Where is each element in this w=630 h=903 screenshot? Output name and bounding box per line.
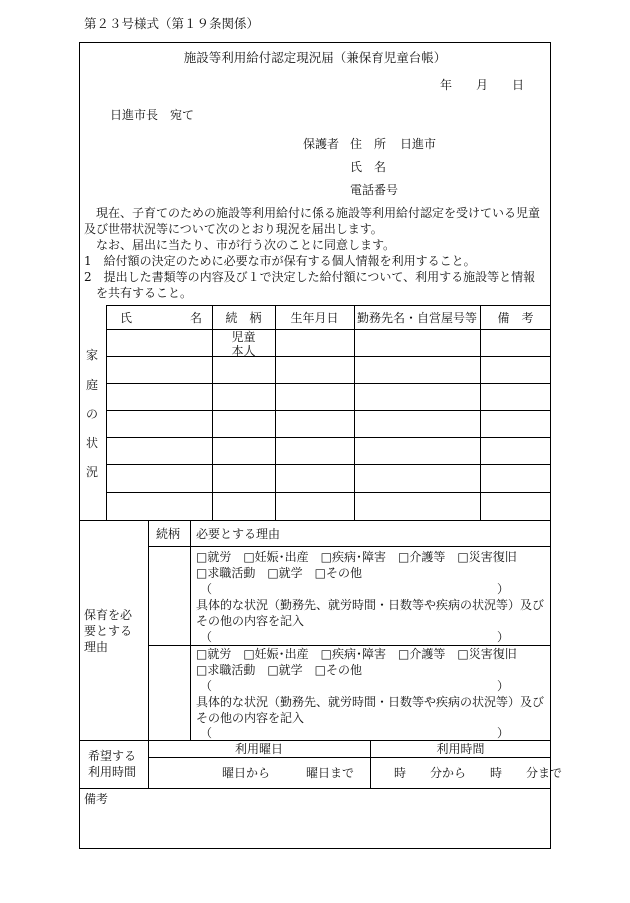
usage-time-header: 利用時間 bbox=[436, 742, 485, 756]
date-day[interactable]: 日 bbox=[512, 78, 525, 92]
address-value[interactable]: 日進市 bbox=[400, 137, 437, 151]
family-top-line bbox=[106, 305, 551, 306]
header-work: 勤務先名・自営屋号等 bbox=[356, 311, 477, 325]
family-side-char: の bbox=[86, 407, 99, 421]
reason-options-line2[interactable]: □求職活動 □就学 □その他 bbox=[196, 566, 363, 580]
family-side-char: 況 bbox=[86, 465, 99, 479]
family-side-char: 状 bbox=[86, 436, 99, 450]
header-birth: 生年月日 bbox=[290, 311, 339, 325]
body-line-1: 現在、子育てのための施設等利用給付に係る施設等利用給付認定を受けている児童 bbox=[96, 206, 541, 220]
reason-options-line1[interactable]: □就労 □妊娠･出産 □疾病･障害 □介護等 □災害復旧 bbox=[196, 647, 517, 661]
paren-open: （ bbox=[200, 630, 213, 644]
reason-relation-line bbox=[190, 520, 191, 740]
form-title: 施設等利用給付認定現況届（兼保育児童台帳） bbox=[183, 50, 447, 65]
remarks-label: 備考 bbox=[84, 792, 109, 806]
usage-side-label: 希望する bbox=[88, 749, 137, 763]
body-line-4: 1 給付額の決定のために必要な市が保有する個人情報を利用すること。 bbox=[84, 254, 476, 268]
relation-child-2: 本人 bbox=[231, 344, 256, 358]
guardian-label: 保護者 bbox=[303, 137, 340, 151]
reason-header-relation: 続柄 bbox=[156, 527, 181, 541]
paren-open: （ bbox=[200, 582, 213, 596]
paren-open: （ bbox=[200, 679, 213, 693]
family-col-line bbox=[275, 305, 276, 520]
reason-bottom-line bbox=[79, 740, 551, 741]
paren-close: ） bbox=[497, 726, 510, 740]
usage-side-label: 利用時間 bbox=[88, 765, 137, 779]
reason-options-line1[interactable]: □就労 □妊娠･出産 □疾病･障害 □介護等 □災害復旧 bbox=[196, 550, 517, 564]
address-label: 住 所 bbox=[350, 137, 387, 151]
paren-close: ） bbox=[497, 630, 510, 644]
header-name-right: 名 bbox=[190, 311, 203, 325]
body-line-3: なお、届出に当たり、市が行う次のことに同意します。 bbox=[96, 238, 396, 252]
reason-mid-line bbox=[148, 645, 551, 646]
family-row-line bbox=[106, 410, 551, 411]
usage-time-value[interactable]: 時 分から 時 分まで bbox=[394, 766, 563, 780]
family-col-line bbox=[480, 305, 481, 520]
header-relation: 続 柄 bbox=[225, 311, 262, 325]
family-side-char: 家 bbox=[86, 348, 99, 362]
body-line-5: 2 提出した書類等の内容及び１で決定した給付額について、利用する施設等と情報 bbox=[84, 270, 536, 284]
reason-detail-line1: 具体的な状況（勤務先、就労時間・日数等や疾病の状況等）及び bbox=[196, 598, 545, 612]
reason-options-line2[interactable]: □求職活動 □就学 □その他 bbox=[196, 663, 363, 677]
family-row-line bbox=[106, 464, 551, 465]
family-side-line bbox=[106, 305, 107, 520]
paren-close: ） bbox=[497, 679, 510, 693]
reason-detail-line2: その他の内容を記入 bbox=[196, 711, 305, 725]
reason-side-label: 理由 bbox=[84, 640, 109, 654]
family-row-line bbox=[106, 329, 551, 330]
date-year[interactable]: 年 bbox=[440, 78, 453, 92]
body-line-6: を共有すること。 bbox=[96, 286, 193, 300]
usage-header-line bbox=[148, 757, 551, 758]
paren-open: （ bbox=[200, 726, 213, 740]
addressee: 日進市長 宛て bbox=[110, 108, 195, 122]
reason-header-text: 必要とする理由 bbox=[196, 527, 281, 541]
paren-close: ） bbox=[497, 582, 510, 596]
reason-detail-line1: 具体的な状況（勤務先、就労時間・日数等や疾病の状況等）及び bbox=[196, 695, 545, 709]
usage-days-to[interactable]: 曜日まで bbox=[306, 766, 355, 780]
family-bottom-line bbox=[79, 520, 551, 521]
usage-days-header: 利用曜日 bbox=[234, 742, 283, 756]
header-name-left: 氏 bbox=[120, 311, 133, 325]
form-number: 第２３号様式（第１９条関係） bbox=[84, 16, 260, 31]
reason-side-line bbox=[148, 520, 149, 740]
reason-detail-line2: その他の内容を記入 bbox=[196, 614, 305, 628]
header-remarks: 備 考 bbox=[497, 311, 534, 325]
usage-bottom-line bbox=[79, 788, 551, 789]
reason-side-label: 要とする bbox=[84, 624, 133, 638]
phone-label: 電話番号 bbox=[350, 183, 399, 197]
family-row-line bbox=[106, 383, 551, 384]
reason-header-line bbox=[148, 546, 551, 547]
family-row-line bbox=[106, 356, 551, 357]
usage-days-from[interactable]: 曜日から bbox=[222, 766, 271, 780]
relation-child-1: 児童 bbox=[231, 330, 256, 344]
name-label: 氏 名 bbox=[350, 160, 387, 174]
family-row-line bbox=[106, 492, 551, 493]
date-month[interactable]: 月 bbox=[476, 78, 489, 92]
body-line-2: 及び世帯状況等について次のとおり現況を届出します。 bbox=[84, 222, 383, 236]
family-col-line bbox=[354, 305, 355, 520]
family-row-line bbox=[106, 437, 551, 438]
reason-side-label: 保育を必 bbox=[84, 608, 133, 622]
family-side-char: 庭 bbox=[86, 378, 99, 392]
